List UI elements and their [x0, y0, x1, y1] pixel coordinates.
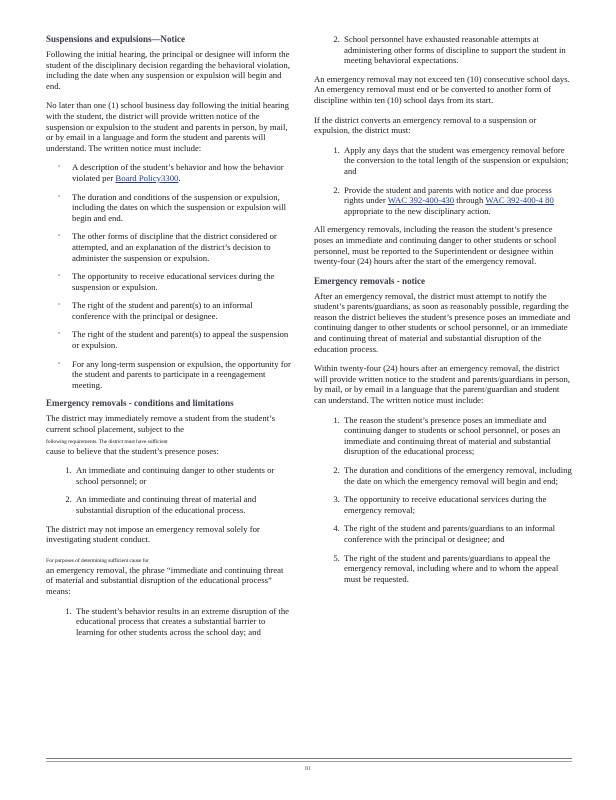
presence-conditions-list	[46, 465, 292, 515]
footer-divider	[46, 761, 572, 762]
disruption-criteria-list-continued	[314, 34, 572, 66]
conversion-requirements-list	[314, 145, 572, 217]
paragraph: After an emergency removal, the district must attempt to notify the student’s parents/guardians, as soon as reasonably possible, regarding the reason the district believes the student’s presence poses an immediate and continuing danger to other students or school personnel, or an immediate and continuing threat of material and substantial disruption of the education process.	[314, 290, 571, 354]
wac-392-400-480-link[interactable]: WAC 392-400-4 80	[485, 195, 554, 206]
paragraph: An emergency removal may not exceed ten (10) consecutive school days. An emergency removal must end or be converted to another form of discipline within ten (10) school days from its start.	[314, 73, 570, 105]
notice-requirements-list	[46, 162, 292, 390]
list-item: 2. Provide the student and parents with notice and due process rights under WAC 392-400-430 through WAC 392-400-4 80 appropriate to the new disciplinary action.	[342, 185, 572, 217]
board-policy-link[interactable]: Board Policy3300	[115, 172, 179, 183]
list-item: ▫ The right of the student and parent(s) to appeal the suspension or expulsion.	[72, 329, 292, 350]
paragraph: Within twenty-four (24) hours after an emergency removal, the district will provide written notice to the student and parents/guardians in person, by mail, or by email in a language that the parent/guardian and student can understand. The written notice must include:	[314, 363, 570, 406]
list-item: ▫ The opportunity to receive educational services during the suspension or expulsion.	[72, 271, 292, 292]
list-item: ▫ The other forms of discipline that the district considered or attempted, and an explanation of the district’s decision to administer the suspension or expulsion.	[72, 231, 292, 263]
list-item: 5. The right of the student and parents/guardians to appeal the emergency removal, including where and to whom the appeal must be requested.	[342, 553, 572, 585]
wac-392-400-430-link[interactable]: WAC 392-400-430	[387, 195, 455, 206]
section-heading-suspensions-notice: Suspensions and expulsions—Notice	[46, 34, 186, 44]
paragraph: The district may immediately remove a student from the student’s current school placement, subject to the following requirements. The district must have sufficient cause to believe that the student’s presence poses:	[46, 413, 275, 456]
disruption-criteria-list	[46, 606, 292, 638]
list-item: 2. An immediate and continuing threat of material and substantial disruption of the educational process.	[74, 494, 292, 515]
list-item: 1. An immediate and continuing danger to other students or school personnel; or	[74, 465, 292, 486]
paragraph: If the district converts an emergency removal to a suspension or expulsion, the district must:	[314, 114, 537, 136]
footer-divider	[46, 758, 572, 759]
list-item: 1. The student’s behavior results in an extreme disruption of the educational process that creates a substantial barrier to learning for other students across the school day; and	[74, 606, 292, 638]
paragraph: No later than one (1) school business day following the initial hearing with the student, the district will provide written notice of the suspension or expulsion to the student and parents in person, by mail, or by email in a language and form the student and parents will understand. The written notice must include:	[46, 100, 289, 153]
list-item: 2. The duration and conditions of the emergency removal, including the date on which the emergency removal will begin and end;	[342, 465, 572, 486]
paragraph: The district may not impose an emergency removal solely for investigating student conduct.	[46, 523, 260, 545]
paragraph: All emergency removals, including the reason the student’s presence poses an immediate and continuing danger to other students or school personnel, must be reported to the Superintendent or designee within twenty-four (24) hours after the start of the emergency removal.	[314, 224, 557, 267]
list-item: 1. The reason the student’s presence poses an immediate and continuing danger to students or school personnel, or poses an immediate and continuing threat of material and substantial disruption of the educational process;	[342, 415, 572, 457]
paragraph: For purposes of determining sufficient cause for an emergency removal, the phrase “immediate and continuing threat of material and substantial disruption of the educational process” means:	[46, 557, 284, 596]
list-item: 3. The opportunity to receive educational services during the emergency removal;	[342, 494, 572, 515]
emergency-notice-requirements-list	[314, 415, 572, 585]
left-column	[46, 34, 292, 645]
list-item: ▫ The duration and conditions of the suspension or expulsion, including the dates on which the suspension or expulsion will begin and end.	[72, 192, 292, 224]
list-item: ▫ A description of the student’s behavior and how the behavior violated per Board Policy3300.	[72, 162, 292, 183]
section-heading-emergency-conditions: Emergency removals - conditions and limitations	[46, 398, 234, 409]
section-heading-emergency-notice: Emergency removals - notice	[314, 275, 426, 286]
list-item: ▫ The right of the student and parent(s) to an informal conference with the principal or designee.	[72, 300, 292, 321]
list-item: 1. Apply any days that the student was emergency removal before the conversion to the total length of the suspension or expulsion; and	[342, 145, 572, 177]
page-number: 81	[305, 766, 311, 772]
list-item: ▫ For any long-term suspension or expulsion, the opportunity for the student and parents to participate in a reengagement meeting.	[72, 359, 292, 391]
right-column	[314, 34, 572, 592]
list-item: 4. The right of the student and parents/guardians to an informal conference with the principal or designee; and	[342, 523, 572, 544]
list-item: 2. School personnel have exhausted reasonable attempts at administering other forms of discipline to support the student in meeting behavioral expectations.	[342, 34, 572, 66]
paragraph: Following the initial hearing, the principal or designee will inform the student of the disciplinary decision regarding the behavioral violation, including the date when any suspension or expulsion will begin and end.	[46, 49, 290, 91]
